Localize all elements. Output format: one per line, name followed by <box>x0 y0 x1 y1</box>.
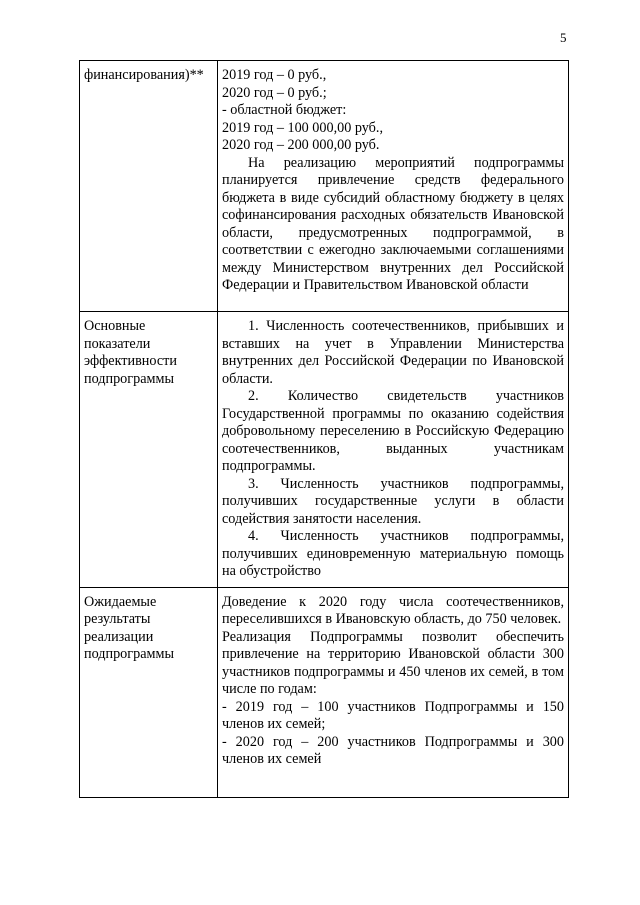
financing-line: - областной бюджет: <box>222 102 347 118</box>
indicators-content <box>218 312 569 588</box>
table-row <box>80 312 569 588</box>
table-row <box>80 587 569 797</box>
indicator-item: 3. Численность участников подпрограммы, получивших государственные услуги в области содействия занятости населения. <box>222 475 564 527</box>
row-label-results: Ожидаемые результаты реализации подпрограммы <box>80 587 218 797</box>
financing-paragraph: На реализацию мероприятий подпрограммы планируется привлечение средств федерального бюджета в виде субсидий областному бюджету в целях софинансирования расходных обязательств Ивановской области, предусмотренных подпрограммой, в соответствии с ежегодно заключаемыми соглашениями между Министерством внутренних дел Российской Федерации и Правительством Ивановской области <box>222 154 564 293</box>
passport-table <box>79 60 569 798</box>
indicator-item: 1. Численность соотечественников, прибывших и вставших на учет в Управлении Министерства внутренних дел Российской Федерации по Ивановской области. <box>222 318 564 387</box>
indicator-item: 4. Численность участников подпрограммы, получивших единовременную материальную помощь на обустройство <box>222 528 564 579</box>
results-content <box>218 587 569 797</box>
table-row <box>80 61 569 312</box>
results-paragraph: - 2020 год – 200 участников Подпрограммы и 300 членов их семей <box>222 733 564 767</box>
row-label-indicators: Основные показатели эффективности подпрограммы <box>80 312 218 588</box>
results-paragraph: - 2019 год – 100 участников Подпрограммы и 150 членов их семей; <box>222 698 564 732</box>
indicator-item: 2. Количество свидетельств участников Государственной программы по оказанию содействия добровольному переселению в Российскую Федерацию соотечественников, выданных участникам подпрограммы. <box>222 388 564 474</box>
financing-line: 2020 год – 0 руб.; <box>222 84 327 101</box>
row-label-financing: финансирования)** <box>80 61 218 312</box>
results-paragraph: Реализация Подпрограммы позволит обеспечить привлечение на территорию Ивановской области 300 участников подпрограммы и 450 членов их семей, в том числе по годам: <box>222 628 564 697</box>
results-paragraph: Доведение к 2020 году числа соотечественников, переселившихся в Ивановскую область, до 750 человек. <box>222 593 564 627</box>
financing-line: 2019 год – 100 000,00 руб., <box>222 119 383 136</box>
financing-line: 2020 год – 200 000,00 руб. <box>222 137 380 153</box>
financing-line: 2019 год – 0 руб., <box>222 67 327 83</box>
financing-content <box>218 61 569 312</box>
page-number: 5 <box>560 30 567 45</box>
